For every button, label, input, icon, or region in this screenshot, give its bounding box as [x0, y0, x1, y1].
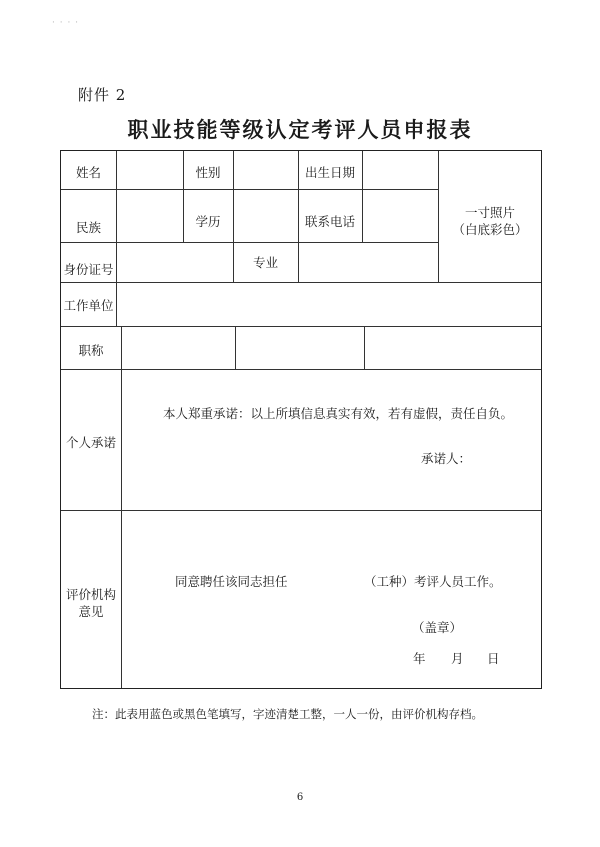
phone-label: 联系电话	[304, 214, 355, 229]
birth-date-field[interactable]	[363, 152, 437, 188]
phone-field[interactable]	[363, 190, 437, 241]
pledge-statement: 本人郑重承诺：以上所填信息真实有效，若有虚假，责任自负。	[163, 406, 514, 421]
birth-date-label: 出生日期	[304, 165, 355, 180]
major-label: 专业	[252, 255, 278, 270]
org-opinion-text-suffix: （工种）考评人员工作。	[364, 574, 502, 589]
seal-label: （盖章）	[412, 620, 463, 635]
footnote: 注：此表用蓝色或黑色笔填写，字迹清楚工整，一人一份，由评价机构存档。	[92, 707, 483, 721]
ethnicity-field[interactable]	[117, 190, 182, 241]
name-label: 姓名	[75, 165, 101, 180]
photo-hint-line2: （白底彩色）	[452, 222, 528, 237]
ethnicity-label: 民族	[75, 220, 101, 235]
professional-title-field-2[interactable]	[236, 327, 363, 368]
education-field[interactable]	[234, 190, 297, 241]
org-opinion-label-line1: 评价机构	[65, 587, 116, 602]
photo-hint-line1: 一寸照片	[464, 205, 515, 220]
id-number-label: 身份证号	[63, 262, 114, 277]
page-number: 6	[296, 792, 304, 803]
work-type-field[interactable]	[297, 568, 363, 588]
pledge-label: 个人承诺	[65, 435, 116, 450]
date-month-label: 月	[451, 651, 464, 666]
gender-label: 性别	[195, 165, 221, 180]
name-field[interactable]	[117, 152, 182, 188]
gender-field[interactable]	[234, 152, 297, 188]
scan-artifact: · · · ·	[52, 18, 80, 28]
professional-title-label: 职称	[78, 343, 104, 358]
col-divider	[121, 326, 122, 688]
education-label: 学历	[195, 214, 221, 229]
pledger-label: 承诺人：	[421, 451, 472, 466]
major-field[interactable]	[299, 243, 437, 281]
date-year-label: 年	[413, 651, 426, 666]
id-number-field[interactable]	[117, 243, 232, 281]
attachment-label: 附件 2	[78, 86, 127, 104]
org-opinion-label-line2: 意见	[78, 604, 104, 619]
date-day-label: 日	[487, 651, 500, 666]
employer-label: 工作单位	[63, 298, 114, 313]
employer-field[interactable]	[117, 283, 540, 325]
pledger-signature-field[interactable]	[469, 443, 535, 465]
application-form-table	[60, 150, 542, 689]
professional-title-field[interactable]	[122, 327, 234, 368]
row-divider	[61, 510, 541, 511]
org-opinion-text: 同意聘任该同志担任	[175, 574, 288, 589]
professional-title-field-3[interactable]	[365, 327, 540, 368]
row-divider	[61, 369, 541, 370]
page-title: 职业技能等级认定考评人员申报表	[127, 117, 473, 142]
